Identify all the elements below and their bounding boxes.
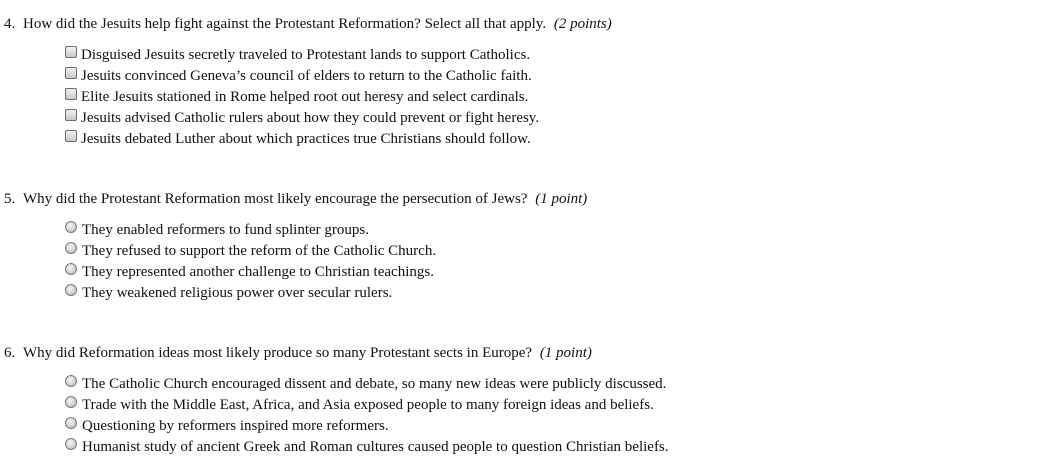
question-text: How did the Jesuits help fight against the Protestant Reformation? Select all that apply. bbox=[23, 16, 547, 32]
checkbox-icon[interactable] bbox=[65, 46, 77, 58]
radio-icon[interactable] bbox=[65, 375, 77, 387]
question-number: 6. bbox=[4, 345, 16, 361]
option-label[interactable]: Humanist study of ancient Greek and Roman cultures caused people to question Christian beliefs. bbox=[82, 439, 669, 455]
checkbox-icon[interactable] bbox=[65, 109, 77, 121]
radio-icon[interactable] bbox=[65, 284, 77, 296]
radio-icon[interactable] bbox=[65, 221, 77, 233]
question-number: 5. bbox=[4, 191, 16, 207]
answer-option[interactable] bbox=[65, 130, 531, 148]
answer-option[interactable] bbox=[65, 375, 666, 393]
question-stem bbox=[4, 15, 612, 33]
radio-icon[interactable] bbox=[65, 438, 77, 450]
answer-option[interactable] bbox=[65, 417, 389, 435]
question-text: Why did Reformation ideas most likely produce so many Protestant sects in Europe? bbox=[23, 345, 533, 361]
radio-icon[interactable] bbox=[65, 242, 77, 254]
answer-option[interactable] bbox=[65, 67, 532, 85]
radio-icon[interactable] bbox=[65, 263, 77, 275]
answer-option[interactable] bbox=[65, 88, 528, 106]
option-label[interactable]: They enabled reformers to fund splinter groups. bbox=[82, 222, 369, 238]
option-label[interactable]: Questioning by reformers inspired more reformers. bbox=[82, 418, 389, 434]
question-number: 4. bbox=[4, 16, 16, 32]
option-label[interactable]: They represented another challenge to Christian teachings. bbox=[82, 264, 434, 280]
option-label[interactable]: Trade with the Middle East, Africa, and Asia exposed people to many foreign ideas and beliefs. bbox=[82, 397, 654, 413]
question-stem bbox=[4, 344, 592, 362]
question-points: (2 points) bbox=[553, 16, 612, 32]
checkbox-icon[interactable] bbox=[65, 88, 77, 100]
answer-option[interactable] bbox=[65, 242, 436, 260]
option-label[interactable]: They weakened religious power over secular rulers. bbox=[82, 285, 393, 301]
question-text: Why did the Protestant Reformation most likely encourage the persecution of Jews? bbox=[23, 191, 528, 207]
answer-option[interactable] bbox=[65, 46, 530, 64]
option-label[interactable]: Jesuits debated Luther about which practices true Christians should follow. bbox=[81, 131, 531, 147]
question-points: (1 point) bbox=[535, 191, 588, 207]
checkbox-icon[interactable] bbox=[65, 67, 77, 79]
checkbox-icon[interactable] bbox=[65, 130, 77, 142]
answer-option[interactable] bbox=[65, 396, 654, 414]
option-label[interactable]: The Catholic Church encouraged dissent and debate, so many new ideas were publicly discussed. bbox=[82, 376, 667, 392]
option-label[interactable]: Jesuits advised Catholic rulers about how they could prevent or fight heresy. bbox=[81, 110, 540, 126]
question-points: (1 point) bbox=[539, 345, 592, 361]
question-stem bbox=[4, 190, 587, 208]
answer-option[interactable] bbox=[65, 263, 434, 281]
option-label[interactable]: Jesuits convinced Geneva’s council of elders to return to the Catholic faith. bbox=[81, 68, 532, 84]
radio-icon[interactable] bbox=[65, 396, 77, 408]
answer-option[interactable] bbox=[65, 438, 669, 456]
option-label[interactable]: They refused to support the reform of the Catholic Church. bbox=[82, 243, 437, 259]
option-label[interactable]: Elite Jesuits stationed in Rome helped root out heresy and select cardinals. bbox=[81, 89, 529, 105]
radio-icon[interactable] bbox=[65, 417, 77, 429]
answer-option[interactable] bbox=[65, 221, 369, 239]
answer-option[interactable] bbox=[65, 109, 539, 127]
option-label[interactable]: Disguised Jesuits secretly traveled to Protestant lands to support Catholics. bbox=[81, 47, 531, 63]
answer-option[interactable] bbox=[65, 284, 392, 302]
